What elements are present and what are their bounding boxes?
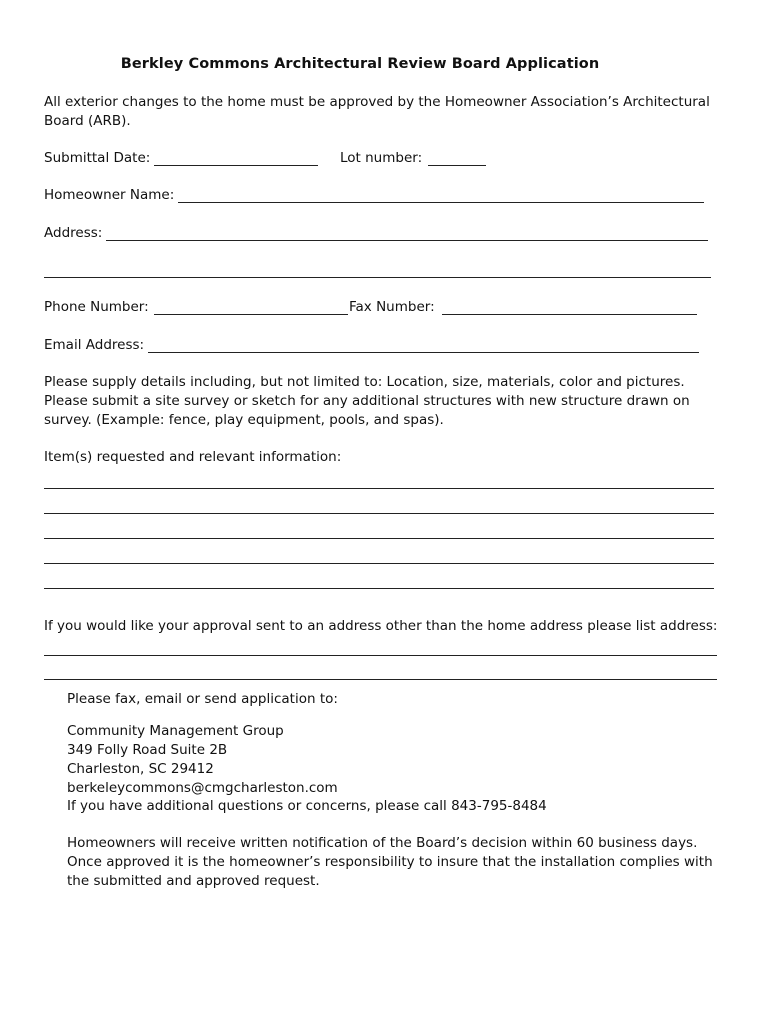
phone-number-field[interactable] <box>154 314 348 315</box>
notice-line-3: the submitted and approved request. <box>67 873 320 889</box>
details-line-1: Please supply details including, but not limited to: Location, size, materials, color and pictures. <box>44 374 685 390</box>
contact-street: 349 Folly Road Suite 2B <box>67 742 228 758</box>
intro-text: All exterior changes to the home must be approved by the Homeowner Association’s Architectural Board (ARB). <box>44 94 710 129</box>
items-field-line-4[interactable] <box>44 563 714 564</box>
items-field-line-1[interactable] <box>44 488 714 489</box>
lot-number-field[interactable] <box>428 165 486 166</box>
submittal-date-label: Submittal Date: <box>44 150 151 166</box>
notice-line-2: Once approved it is the homeowner’s responsibility to insure that the installation complies with <box>67 854 713 870</box>
homeowner-name-label: Homeowner Name: <box>44 187 175 203</box>
fax-number-field[interactable] <box>442 314 697 315</box>
alternate-address-field-line-1[interactable] <box>44 655 717 656</box>
email-address-field[interactable] <box>148 352 699 353</box>
address-field-line-1[interactable] <box>106 240 708 241</box>
contact-city: Charleston, SC 29412 <box>67 761 214 777</box>
notice-line-1: Homeowners will receive written notification of the Board’s decision within 60 business days. <box>67 835 698 851</box>
alternate-address-field-line-2[interactable] <box>44 679 717 680</box>
items-requested-label: Item(s) requested and relevant information: <box>44 449 342 465</box>
fax-number-label: Fax Number: <box>349 299 435 315</box>
items-field-line-5[interactable] <box>44 588 714 589</box>
details-line-2: Please submit a site survey or sketch for any additional structures with new structure drawn on <box>44 393 690 409</box>
send-to-instruction: Please fax, email or send application to: <box>67 691 338 707</box>
contact-questions: If you have additional questions or concerns, please call 843-795-8484 <box>67 798 547 814</box>
submittal-date-field[interactable] <box>154 165 318 166</box>
alternate-address-label: If you would like your approval sent to an address other than the home address please list address: <box>44 618 718 634</box>
items-field-line-3[interactable] <box>44 538 714 539</box>
details-line-3: survey. (Example: fence, play equipment, pools, and spas). <box>44 412 444 428</box>
email-address-label: Email Address: <box>44 337 145 353</box>
address-label: Address: <box>44 225 103 241</box>
lot-number-label: Lot number: <box>340 150 423 166</box>
homeowner-name-field[interactable] <box>178 202 704 203</box>
address-field-line-2[interactable] <box>44 277 711 278</box>
form-title: Berkley Commons Architectural Review Board Application <box>120 56 600 72</box>
contact-email: berkeleycommons@cmgcharleston.com <box>67 780 338 796</box>
contact-name: Community Management Group <box>67 723 284 739</box>
phone-number-label: Phone Number: <box>44 299 149 315</box>
items-field-line-2[interactable] <box>44 513 714 514</box>
